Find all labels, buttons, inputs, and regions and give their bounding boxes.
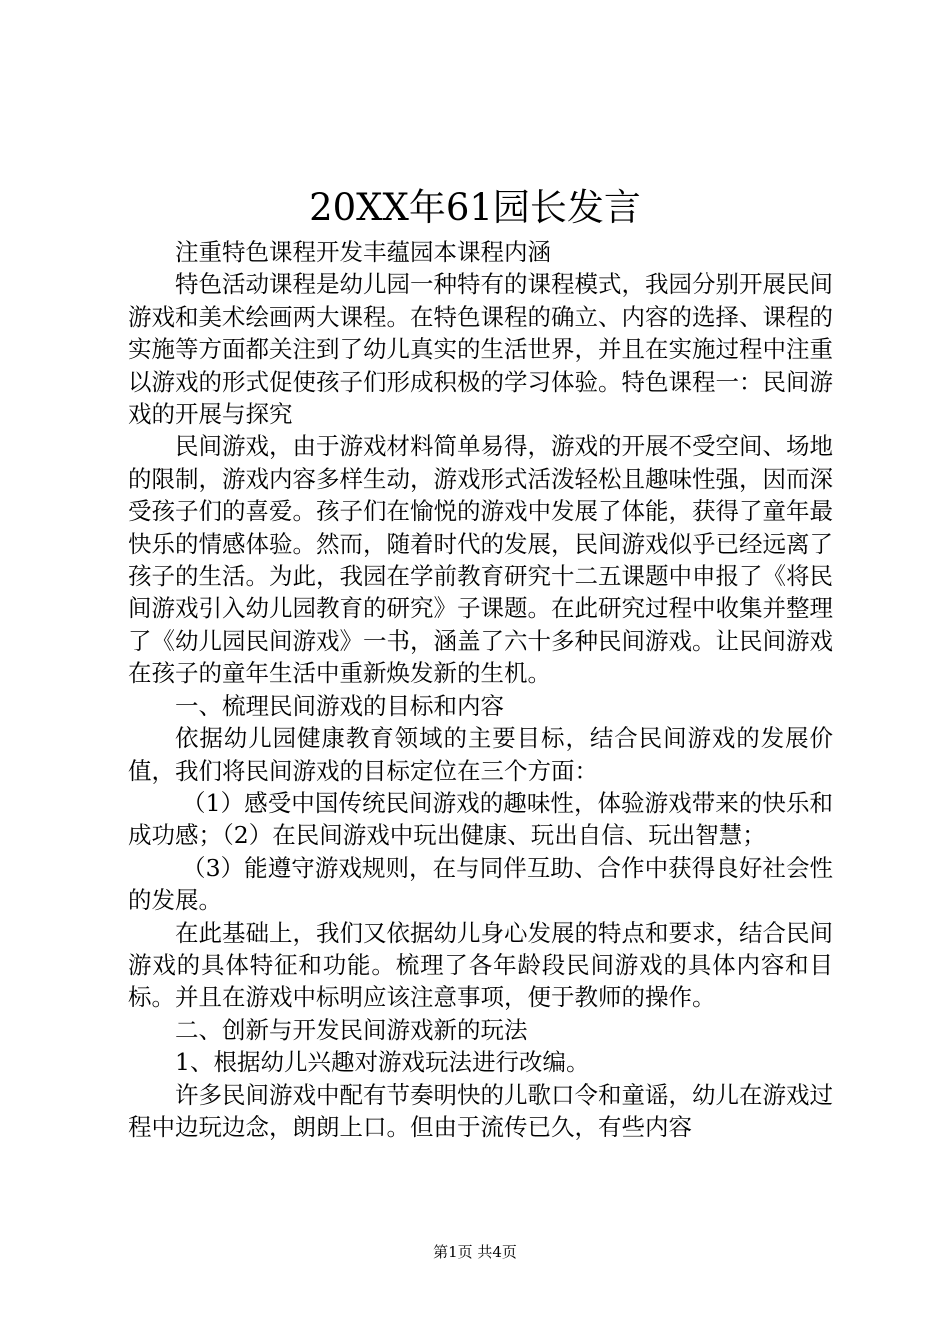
document-title: 20XX年61园长发言 bbox=[309, 186, 641, 229]
paragraph-subtitle: 注重特色课程开发丰蕴园本课程内涵 bbox=[175, 238, 551, 266]
paragraph: 在此基础上，我们又依据幼儿身心发展的特点和要求，结合民间游戏的具体特征和功能。梳理了各年龄段民间游戏的具体内容和目标。并且在游戏中标明应该注意事项，便于教师的操作。 bbox=[128, 918, 833, 1012]
page-footer: 第1页 共4页 bbox=[433, 1243, 517, 1261]
subsection-heading: 1、根据幼儿兴趣对游戏玩法进行改编。 bbox=[175, 1048, 590, 1077]
list-item: （3）能遵守游戏规则，在与同伴互助、合作中获得良好社会性的发展。 bbox=[128, 853, 833, 915]
paragraph: 许多民间游戏中配有节奏明快的儿歌口令和童谣，幼儿在游戏过程中边玩边念，朗朗上口。但由于流传已久，有些内容 bbox=[128, 1080, 833, 1141]
section-heading: 二、创新与开发民间游戏新的玩法 bbox=[175, 1015, 528, 1044]
paragraph: 民间游戏，由于游戏材料简单易得，游戏的开展不受空间、场地的限制，游戏内容多样生动，游戏形式活泼轻松且趣味性强，因而深受孩子们的喜爱。孩子们在愉悦的游戏中发展了体能，获得了童年最快乐的情感体验。然而，随着时代的发展，民间游戏似乎已经远离了孩子的生活。为此，我园在学前教育研究十二五课题中申报了《将民间游戏引入幼儿园教育的研究》子课题。在此研究过程中收集并整理了《幼儿园民间游戏》一书，涵盖了六十多种民间游戏。让民间游戏在孩子的童年生活中重新焕发新的生机。 bbox=[128, 432, 833, 688]
list-item: （1）感受中国传统民间游戏的趣味性，体验游戏带来的快乐和成功感；（2）在民间游戏中玩出健康、玩出自信、玩出智慧； bbox=[128, 788, 833, 850]
section-heading: 一、梳理民间游戏的目标和内容 bbox=[175, 691, 504, 720]
paragraph: 依据幼儿园健康教育领域的主要目标，结合民间游戏的发展价值，我们将民间游戏的目标定位在三个方面： bbox=[128, 724, 833, 785]
document-body bbox=[128, 236, 833, 1143]
paragraph: 特色活动课程是幼儿园一种特有的课程模式，我园分别开展民间游戏和美术绘画两大课程。在特色课程的确立、内容的选择、课程的实施等方面都关注到了幼儿真实的生活世界，并且在实施过程中注重以游戏的形式促使孩子们形成积极的学习体验。特色课程一：民间游戏的开展与探究 bbox=[128, 270, 833, 429]
